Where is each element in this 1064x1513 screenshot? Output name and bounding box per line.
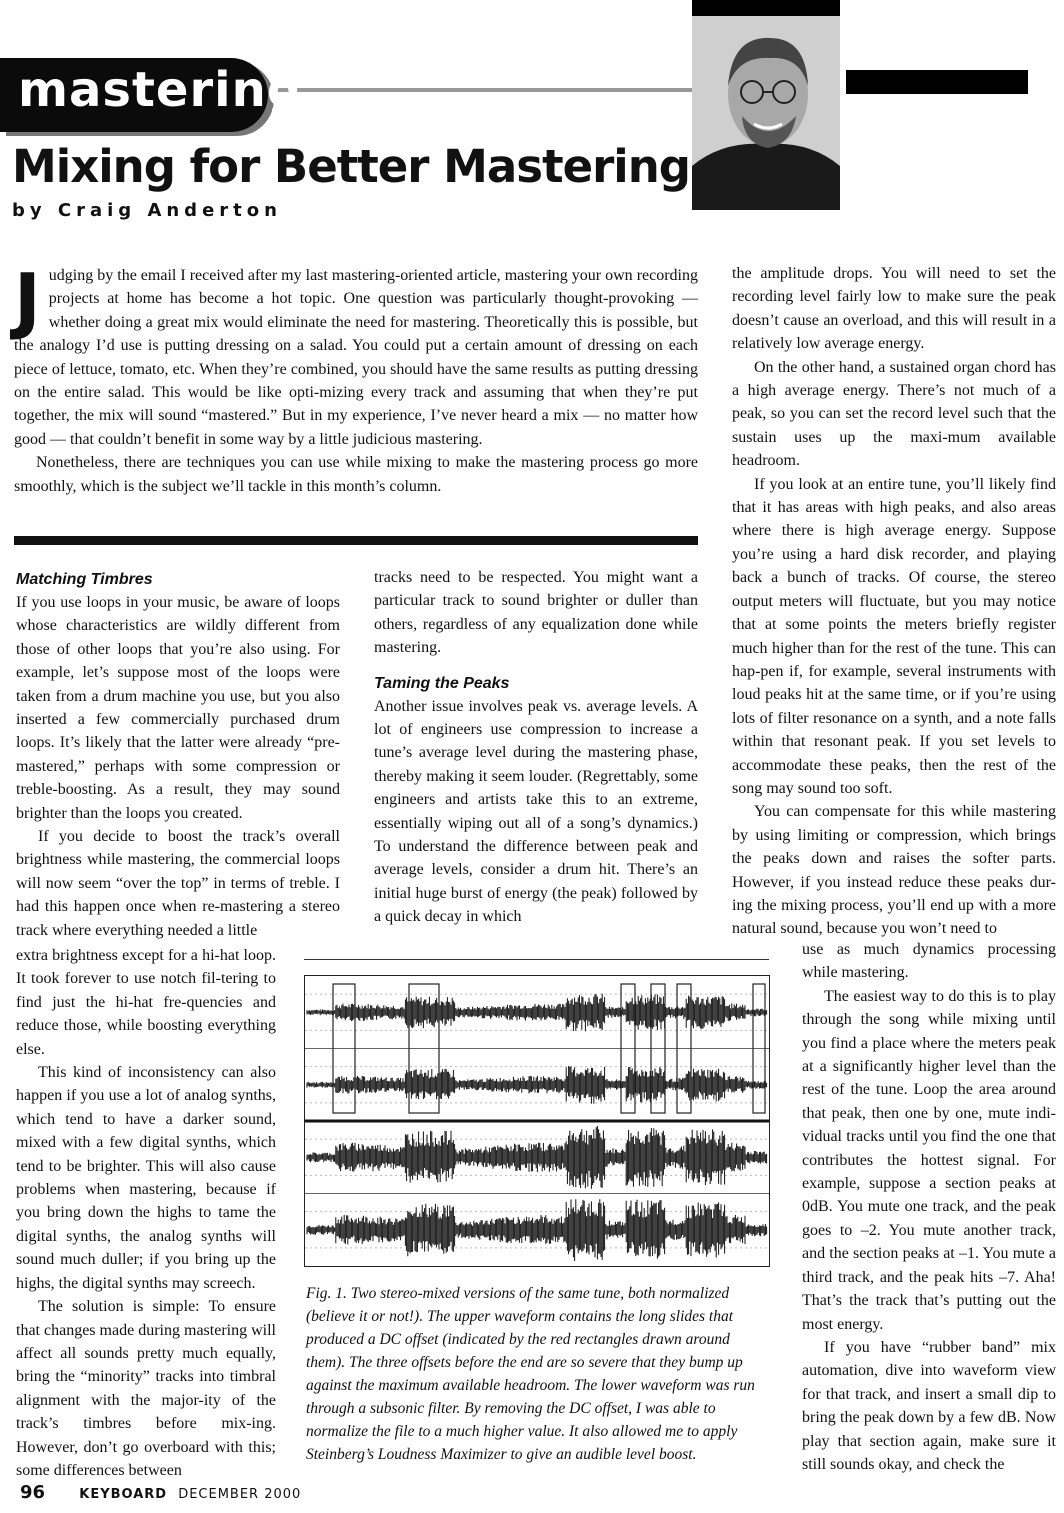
- section-label: mastering: [18, 62, 303, 118]
- col3-paragraph-4-cont: use as much dynamics processing while mastering.: [802, 941, 1056, 982]
- col3-paragraph-3: If you look at an entire tune, you’ll likely find that it has areas with high peaks, and also areas where there is high average energy. Suppose you’re using a hard disk recorder, and playing back a bunch of tracks. Of course, the stereo output meters will fluctuate, but you may notice that at some points the meters briefly register much higher than for the rest of the tune. This can hap-pen if, for example, several instruments with loud peaks hit at the same time, or if you’re using lots of filter resonance on a synth, and a note falls within that resonant peak. If you set levels to accommodate these peaks, then the rest of the song may sound too soft.: [732, 475, 1056, 797]
- intro-paragraph-1: udging by the email I received after my last mastering-oriented article, mastering your own recording projects at home has become a hot topic. One question was particularly thought-provoking — whether doing a great mix would eliminate the need for mastering. Theoretically this is possible, but the analogy I’d use is putting dressing on a salad. You could put a certain amount of dressing on each piece of lettuce, tomato, etc. When they’re combined, you should have the same results as putting dressing on the entire salad. This would be like opti-mizing every track and assuming that when they’re put together, the mix will sound “mastered.” But in my experience, I’ve never heard a mix — no matter how good — that couldn’t benefit in some way by a little judicious mastering.: [14, 267, 698, 448]
- waveform-track: [307, 1126, 767, 1189]
- waveform-track: [307, 1066, 767, 1104]
- col3-paragraph-1: the amplitude drops. You will need to set the recording level fairly low to make sure the peak doesn’t cause an overload, and this will result in a relatively low average energy.: [732, 265, 1056, 353]
- col3-paragraph-5: The easiest way to do this is to play through the song while mixing until you find a place where the meters peak at a significantly higher level than the rest of the tune. Loop the area around that peak, then one by one, mute indi-vidual tracks until you find the one that contributes the hottest signal. For example, suppose a section peaks at 0dB. You mute one track, and the peak goes to –2. You mute another track, and the section peaks at –1. You mute a third track, and the peak hits –7. Aha! That’s the track that’s putting out the most energy.: [802, 987, 1056, 1333]
- author-photo: [692, 16, 840, 210]
- header-line: [240, 88, 694, 92]
- column-2: [374, 566, 698, 929]
- heading-matching-timbres: Matching Timbres: [16, 571, 153, 588]
- magazine-name: KEYBOARD: [79, 1487, 168, 1502]
- waveform-figure: [304, 975, 770, 1267]
- intro-paragraph-2: Nonetheless, there are techniques you can use while mixing to make the mastering process go more smoothly, which is the subject we’ll tackle in this month’s column.: [14, 454, 698, 495]
- col1-paragraph-3: This kind of inconsistency can also happen if you use a lot of analog synths, which tend to have a darker sound, mixed with a few digital synths, which tend to be brighter. This will also cause problems when mastering, because if you bring down the highs to tame the digital synths, the analog synths will sound much duller; if you bring up the highs, the digital synths may screech.: [16, 1064, 276, 1292]
- drop-cap: J: [14, 258, 41, 342]
- waveform-graphic: [305, 976, 769, 1266]
- col1-paragraph-2-cont: extra brightness except for a hi-hat loop. It took forever to use notch fil-tering to find just the hi-hat fre-quencies and reduce those, while boosting everything else.: [16, 947, 276, 1058]
- waveform-track: [307, 1199, 767, 1261]
- page-footer: [20, 1482, 301, 1503]
- heading-taming-the-peaks: Taming the Peaks: [374, 674, 510, 692]
- column-1-narrow: [16, 944, 276, 1482]
- col2-paragraph-2: Another issue involves peak vs. average levels. A lot of engineers use compression to increase a tune’s average level during the mastering phase, thereby making it seem louder. (Regrettably, some engineers and artists take this to an extreme, essentially wiping out all of a song’s dynamics.) To understand the difference between peak and average levels, consider a drum hit. There’s an initial huge burst of energy (the peak) followed by a quick decay in which: [374, 697, 698, 926]
- byline: by Craig Anderton: [12, 200, 282, 221]
- col1-paragraph-4: The solution is simple: To ensure that changes made during mastering will affect all sounds pretty much equally, bring the “minority” tracks into timbral alignment with the major-ity of the track’s timbres before mix-ing. However, don’t go overboard with this; some differences between: [16, 1298, 276, 1479]
- column-3-narrow: [802, 938, 1056, 1476]
- col3-paragraph-2: On the other hand, a sustained organ chord has a high average energy. There’s not much of a peak, so you can set the record level such that the sustain uses up the maxi-mum available headroom.: [732, 358, 1056, 470]
- header-right-bar: [846, 70, 1028, 94]
- figure-top-rule: [304, 959, 769, 960]
- waveform-track: [307, 994, 767, 1031]
- article-title: Mixing for Better Mastering: [12, 140, 690, 193]
- page-number: 96: [20, 1482, 46, 1503]
- column-3: [732, 262, 1056, 941]
- col1-paragraph-1: If you use loops in your music, be aware of loops whose characteristics are wildly different from those of other loops that you’re also using. For example, let’s suppose most of the loops were taken from a drum machine you use, but you also inserted a few commercially purchased drum loops. It’s likely that the latter were already “pre-mastered,” perhaps with some compression or treble-boosting. As a result, they may sound brighter than the loops you created.: [16, 594, 340, 822]
- col2-paragraph-1: tracks need to be respected. You might want a particular track to sound brighter or duller than others, regardless of any equalization done while mastering.: [374, 569, 698, 657]
- col3-paragraph-4: You can compensate for this while mastering by using limiting or compression, which brings the peaks down and raises the softer parts. However, if you instead reduce these peaks dur-ing the mixing process, you’ll end up with a more natural sound, because you won’t need to: [732, 803, 1056, 938]
- intro-text: [14, 258, 698, 498]
- issue-date: DECEMBER 2000: [178, 1487, 302, 1502]
- photo-top-bar: [692, 0, 840, 16]
- column-1: [16, 568, 340, 942]
- section-rule: [14, 536, 698, 545]
- col1-paragraph-2: If you decide to boost the track’s overall brightness while mastering, the commercial loops will now seem “over the top” in terms of treble. I had this happen once when re-mastering a stereo track where everything needed a little: [16, 828, 340, 939]
- figure-caption: Fig. 1. Two stereo-mixed versions of the same tune, both normalized (believe it or not!). The upper waveform contains the long slides that produced a DC offset (indicated by the red rectangles drawn around them). The three offsets before the end are so severe that they bump up against the maximum available headroom. The lower waveform was run through a subsonic filter. By removing the DC offset, I was able to normalize the file to a much higher value. It also allowed me to apply Steinberg’s Loudness Maximizer to give an audible level boost.: [306, 1285, 755, 1463]
- col3-paragraph-6: If you have “rubber band” mix automation, dive into waveform view for that track, and insert a small dip to bring the peak down by a few dB. Now play that section again, make sure it still sounds okay, and check the: [802, 1338, 1056, 1473]
